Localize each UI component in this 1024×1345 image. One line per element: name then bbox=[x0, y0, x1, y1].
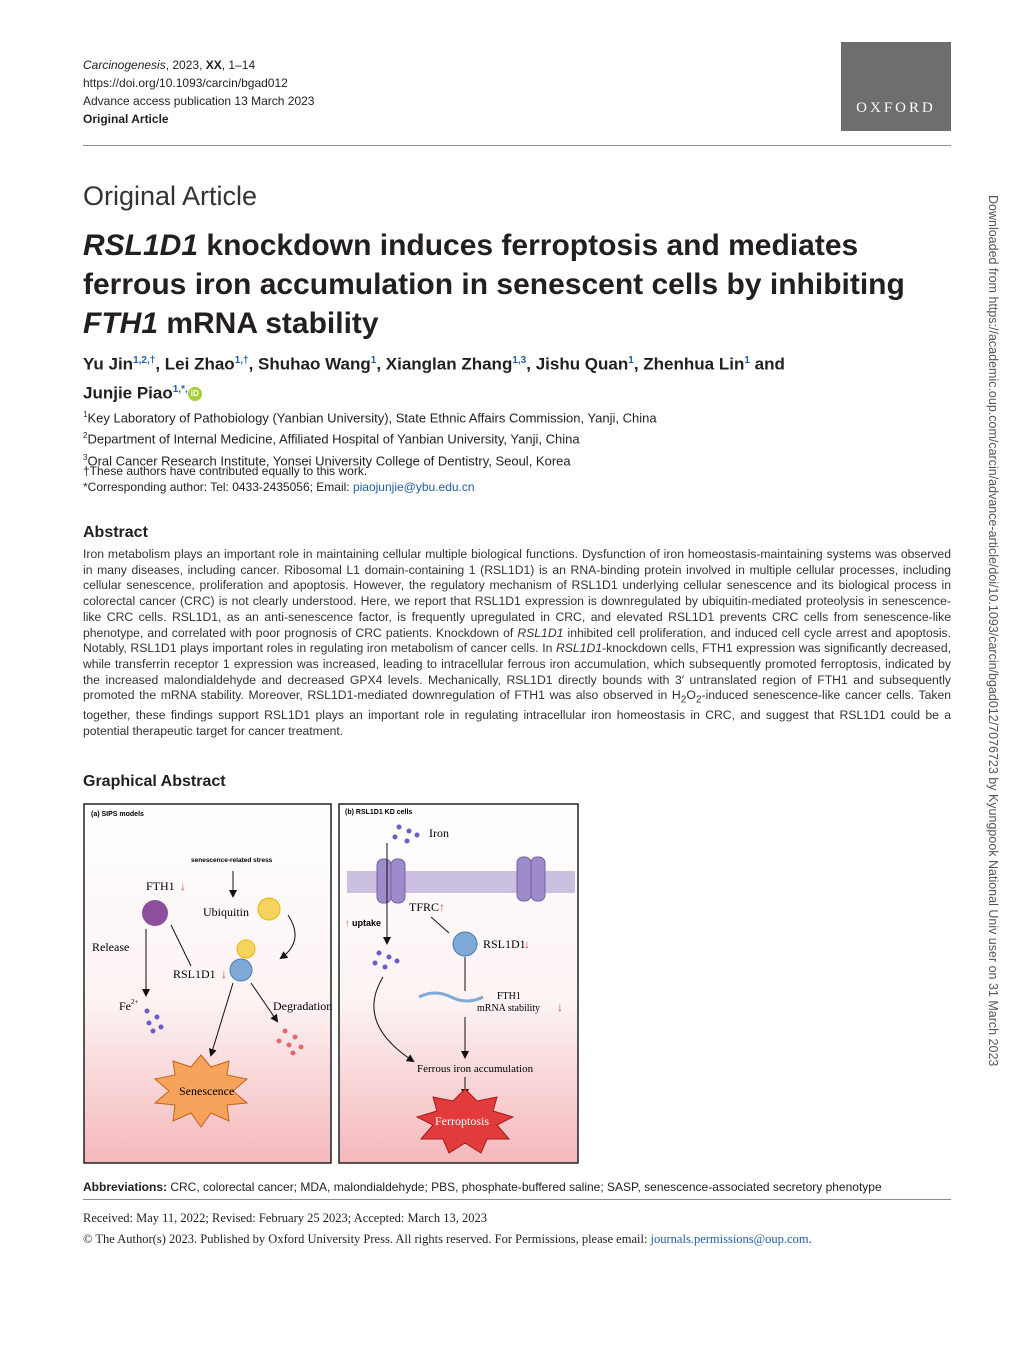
ubiquitin-bound bbox=[237, 940, 255, 958]
author-name[interactable]: Yu Jin bbox=[83, 354, 134, 374]
publisher-logo bbox=[841, 42, 951, 131]
abstract-seg-3b: O bbox=[686, 688, 696, 703]
author-separator: , bbox=[633, 354, 644, 374]
affiliation-text: Oral Cancer Research Institute, Yonsei University College of Dentistry, Seoul, Korea bbox=[87, 452, 571, 468]
fth1-down-arrow: ↓ bbox=[180, 879, 186, 893]
affiliation-number: 1 bbox=[83, 410, 88, 419]
ubiquitin-label: Ubiquitin bbox=[203, 905, 250, 919]
degradation-label: Degradation bbox=[273, 999, 333, 1013]
ubiquitin-cluster bbox=[258, 898, 280, 920]
mrna-stability-label: mRNA stability bbox=[477, 1003, 541, 1014]
corresponding-prefix: *Corresponding author: Tel: 0433-2435056; Email: bbox=[83, 480, 353, 494]
author-name[interactable]: Junjie Piao bbox=[83, 383, 173, 403]
section-label: Original Article bbox=[83, 112, 169, 126]
stress-label: senescence-related stress bbox=[191, 857, 273, 864]
abstract-gene-1: RSL1D1 bbox=[517, 625, 564, 640]
affiliation-item bbox=[83, 406, 657, 427]
tfrc-label: TFRC bbox=[409, 900, 440, 914]
panel-a-label: (a) SIPS models bbox=[91, 811, 144, 818]
author-name[interactable]: Zhenhua Lin bbox=[643, 354, 745, 374]
senescence-label: Senescence bbox=[179, 1084, 235, 1098]
abstract-heading: Abstract bbox=[83, 524, 148, 541]
received-dates: Received: May 11, 2022; Revised: February 25 2023; Accepted: March 13, 2023 bbox=[83, 1211, 487, 1225]
affiliation-text: Department of Internal Medicine, Affiliated Hospital of Yanbian University, Yanji, China bbox=[87, 431, 580, 447]
rsl1d1-protein-a bbox=[230, 959, 252, 981]
author-affiliation-marker: 1 bbox=[370, 355, 377, 366]
fth1-label-b: FTH1 bbox=[497, 991, 521, 1002]
corresponding-email-link[interactable]: piaojunjie@ybu.edu.cn bbox=[352, 480, 475, 494]
uptake-label bbox=[345, 918, 381, 928]
abstract-seg-4: -induced senescence-like cancer cells. Taken together, these findings support RSL1D1 plays an important role in regulating intracellular iron homeostasis in CRC, and suggest that RSL1D1 could be a potential therapeutic target for cancer treatment. bbox=[83, 688, 951, 739]
rsl1d1-label-a: RSL1D1 bbox=[173, 967, 216, 981]
journal-pages: , 1–14 bbox=[221, 58, 256, 72]
fe-label-text: Fe bbox=[119, 999, 131, 1013]
tfrc-up-arrow: ↑ bbox=[439, 900, 445, 914]
accumulation-label: Ferrous iron accumulation bbox=[417, 1063, 534, 1075]
author-separator: , bbox=[526, 354, 536, 374]
abstract-seg-2: inhibited cell proliferation, and induced cell cycle arrest and apoptosis. Notably, RSL1D1 plays important roles in regulating iron metabolism of cancer cells. In bbox=[83, 625, 952, 656]
abstract-text bbox=[83, 547, 951, 740]
fth1-protein bbox=[142, 900, 168, 926]
corresponding-author bbox=[83, 479, 475, 495]
title-gene-1: RSL1D1 bbox=[83, 229, 199, 262]
author-name[interactable]: Shuhao Wang bbox=[258, 354, 371, 374]
author-affiliation-marker: 1,2,† bbox=[133, 355, 156, 366]
affiliation-item bbox=[83, 427, 657, 448]
download-watermark-text: Downloaded from https://academic.oup.com/carcin/advance-article/doi/10.1093/carcin/bgad012/7076723 by Kyungpook National Univ user on 31 March 2023 bbox=[986, 195, 1000, 1067]
author-affiliation-marker: 1,3 bbox=[512, 355, 527, 366]
author-name[interactable]: Lei Zhao bbox=[164, 354, 235, 374]
journal-year: , 2023, bbox=[165, 58, 206, 72]
ferroptosis-label: Ferroptosis bbox=[435, 1114, 489, 1128]
journal-header bbox=[83, 56, 314, 128]
publisher-logo-text: OXFORD bbox=[856, 100, 936, 116]
article-type: Original Article bbox=[83, 181, 258, 211]
title-text-1: knockdown induces ferroptosis and mediates ferrous iron accumulation in senescent cells by inhibiting bbox=[83, 229, 905, 301]
permissions-email-link[interactable]: journals.permissions@oup.com bbox=[650, 1232, 809, 1246]
author-name[interactable]: Xianglan Zhang bbox=[385, 354, 513, 374]
abstract-seg-3: -knockdown cells, FTH1 expression was significantly decreased, while transferrin receptor 1 expression was increased, leading to intracellular ferrous iron accumulation, which subsequently promoted ferroptosis, indicated by the increased malondialdehyde and decreased GPX4 levels. Mechanically, RSL1D1 directly bounds with 3′ untranslated region of FTH1 and subsequently promoted the mRNA stability. Moreover, RSL1D1-mediated downregulation of FTH1 was also observed in H bbox=[83, 641, 952, 703]
author-affiliation-marker: 1,*, bbox=[172, 383, 188, 395]
rsl1d1-protein-b bbox=[453, 932, 477, 956]
affiliation-number: 3 bbox=[83, 452, 88, 462]
affiliation-text: Key Laboratory of Pathobiology (Yanbian University), State Ethnic Affairs Commission, Yanji, China bbox=[87, 410, 657, 426]
abstract-sub-1: 2 bbox=[680, 694, 687, 706]
advance-access: Advance access publication 13 March 2023 bbox=[83, 94, 315, 108]
fth1-label: FTH1 bbox=[146, 879, 175, 893]
rsl1d1-label-b: RSL1D1 bbox=[483, 937, 526, 951]
author-separator: and bbox=[749, 354, 785, 374]
affiliation-number: 2 bbox=[83, 431, 88, 441]
equal-contribution-note: †These authors have contributed equally to this work. bbox=[83, 464, 368, 478]
doi-link[interactable]: https://doi.org/10.1093/carcin/bgad012 bbox=[83, 76, 288, 90]
abbreviations-text: CRC, colorectal cancer; MDA, malondialdehyde; PBS, phosphate-buffered saline; SASP, senescence-associated secretory phenotype bbox=[167, 1180, 882, 1194]
orcid-icon[interactable]: iD bbox=[188, 387, 202, 401]
rsl1d1-down-arrow-b: ↓ bbox=[524, 937, 530, 951]
author-list bbox=[83, 348, 903, 405]
fe-label-charge: 2+ bbox=[131, 998, 139, 1006]
panel-b-label: (b) RSL1D1 KD cells bbox=[345, 809, 413, 816]
affiliations bbox=[83, 406, 657, 470]
author-name[interactable]: Jishu Quan bbox=[535, 354, 629, 374]
author-separator: , bbox=[155, 354, 165, 374]
copyright-text: © The Author(s) 2023. Published by Oxford University Press. All rights reserved. For Permissions, please email: bbox=[83, 1232, 651, 1246]
iron-label: Iron bbox=[429, 826, 449, 840]
abstract-gene-2: RSL1D1 bbox=[556, 641, 603, 656]
abbreviations-label: Abbreviations: bbox=[83, 1180, 168, 1194]
author-affiliation-marker: 1,† bbox=[234, 355, 249, 366]
rsl1d1-down-arrow-a: ↓ bbox=[221, 967, 227, 981]
header-divider bbox=[83, 145, 951, 146]
article-title bbox=[83, 226, 953, 343]
uptake-up-arrow: ↑ bbox=[345, 918, 353, 928]
copyright-end: . bbox=[808, 1232, 812, 1246]
download-watermark bbox=[980, 195, 1004, 1155]
copyright-line bbox=[83, 1229, 812, 1250]
release-label: Release bbox=[92, 940, 130, 954]
footer-info bbox=[83, 1208, 812, 1250]
graphical-abstract-heading: Graphical Abstract bbox=[83, 773, 226, 790]
mrna-down-arrow: ↓ bbox=[557, 1000, 563, 1014]
title-text-2: mRNA stability bbox=[158, 307, 379, 340]
author-affiliation-marker: 1 bbox=[744, 355, 750, 366]
author-separator: , bbox=[376, 354, 386, 374]
journal-name: Carcinogenesis bbox=[83, 58, 166, 72]
abbreviations bbox=[83, 1180, 882, 1194]
footer-divider bbox=[83, 1199, 951, 1200]
abstract-seg-1: Iron metabolism plays an important role in maintaining cellular multiple biological functions. Dysfunction of iron homeostasis-maintaining systems was observed in many diseases, including cancer. Ribosomal L1 domain-containing 1 (RSL1D1) is an RNA-binding protein involved in multiple cellular processes, including cellular senescence, proliferation and apoptosis. However, the regulatory mechanism of RSL1D1 underlying cellular senescence and its biological process in colorectal cancer (CRC) is not clearly understood. Here, we report that RSL1D1 expression is downregulated by ubiquitin-mediated proteolysis in senescence-like CRC cells. RSL1D1, as an anti-senescence factor, is frequently upregulated in CRC, and elevated RSL1D1 prevents CRC cells from senescence-like phenotype, and correlated with poor prognosis of CRC patients. Knockdown of bbox=[83, 547, 951, 640]
abstract-sub-2: 2 bbox=[695, 694, 702, 706]
journal-volume: XX bbox=[205, 58, 222, 72]
graphical-abstract-figure bbox=[83, 803, 579, 1165]
title-gene-2: FTH1 bbox=[83, 307, 158, 340]
author-separator: , bbox=[248, 354, 259, 374]
uptake-label-text: uptake bbox=[352, 918, 382, 928]
author-affiliation-marker: 1 bbox=[628, 355, 634, 366]
author-notes bbox=[83, 463, 475, 495]
